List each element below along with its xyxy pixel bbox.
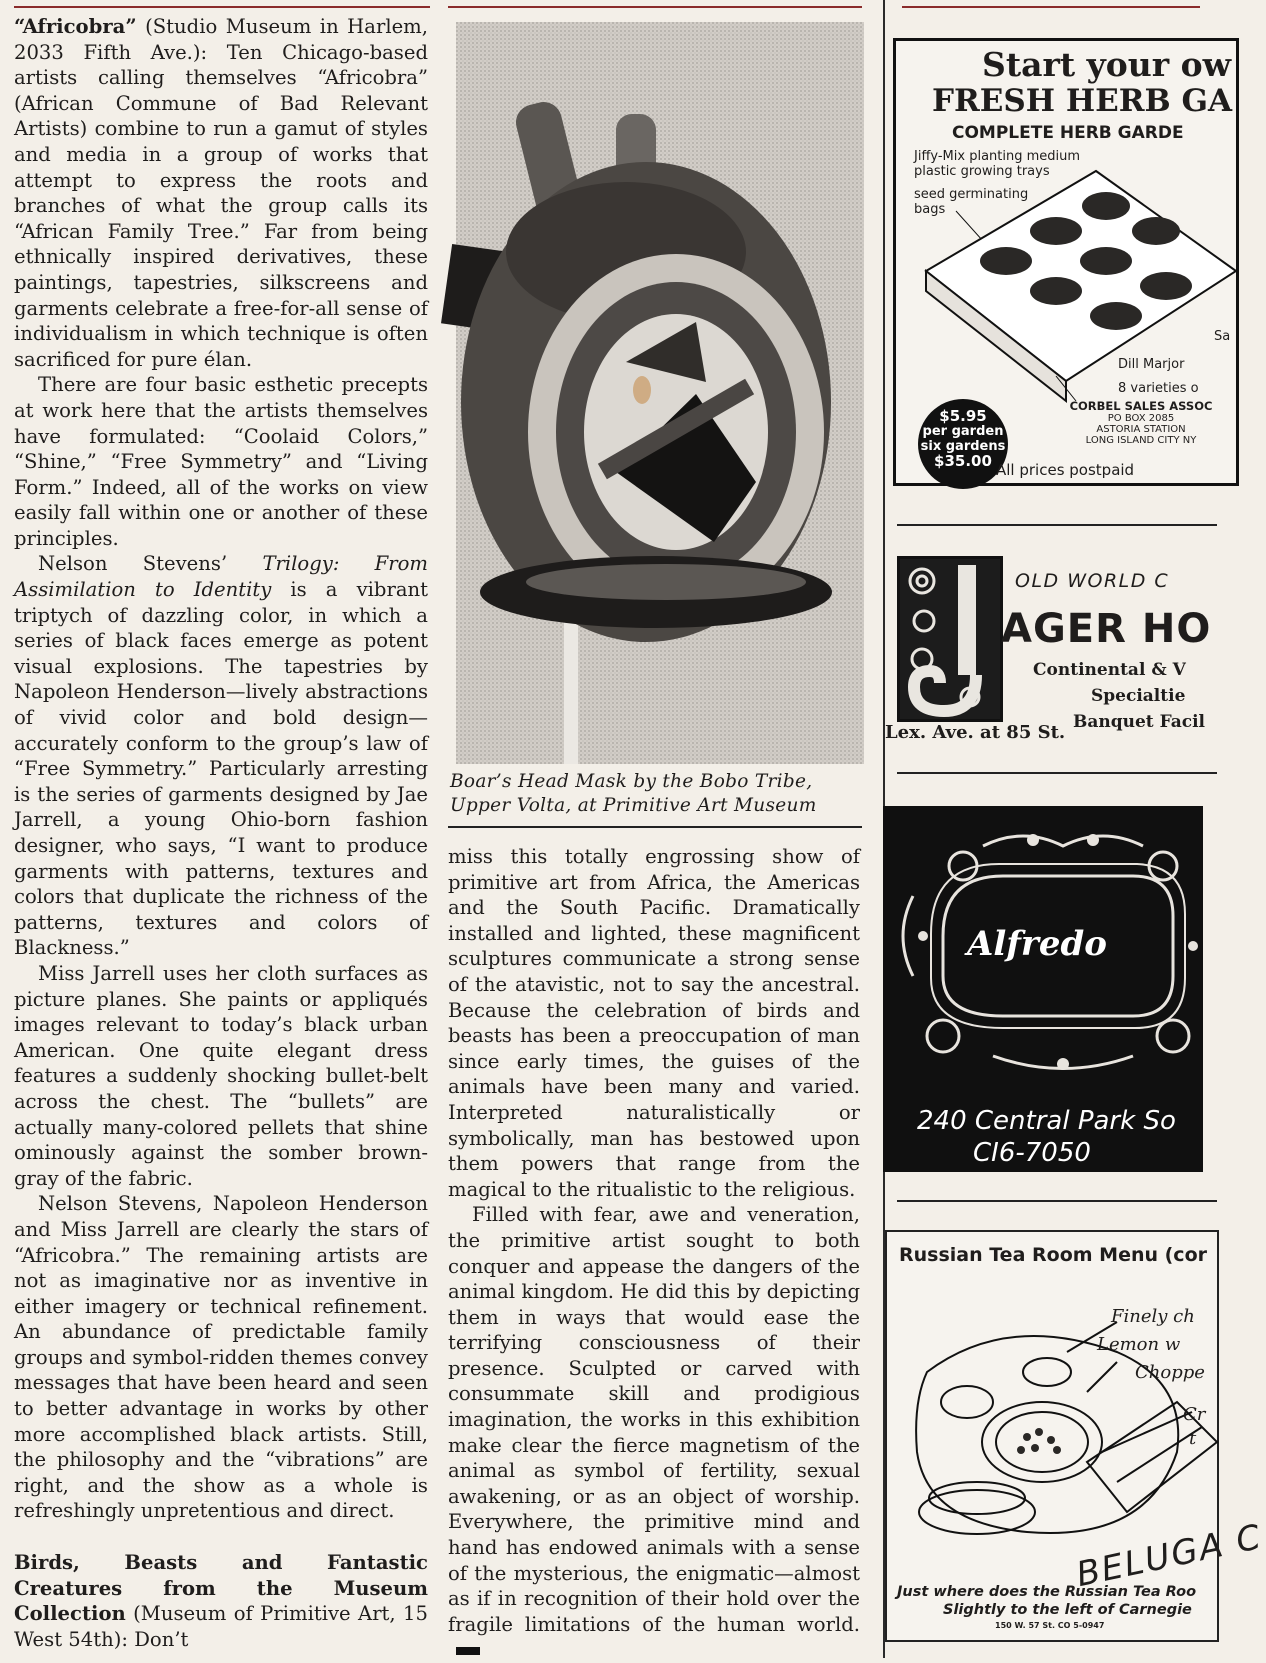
ad-sidebar <box>885 0 1266 1658</box>
top-rule-left <box>14 6 430 8</box>
africobra-title: “Africobra” <box>14 15 137 38</box>
article-column-1 <box>14 14 428 1652</box>
label-trays: plastic growing trays <box>914 164 1050 179</box>
russian-footer-1: Just where does the Russian Tea Roo <box>897 1584 1197 1600</box>
africobra-paragraph: “Africobra” (Studio Museum in Harlem, 2033 Fifth Ave.): Ten Chicago-based artists calling themselves “Africobra” (African Commune of Bad Relevant Artists) combine to run a gamut of styles and media in a group of works that attempt to express the roots and branches of what the group calls its “African Family Tree.” Far from being ethnically inspired derivatives, these paintings, tapestries, silkscreens and garments celebrate a free-for-all sense of individualism in which technique is often sacrificed for pure élan. <box>14 15 428 371</box>
menu-note-4: Cr <box>1183 1404 1206 1425</box>
jager-house-ad <box>885 540 1227 743</box>
label-bags: bags <box>914 202 946 217</box>
russian-footer-address: 150 W. 57 St. CO 5-0947 <box>995 1621 1105 1630</box>
alfredo-ad <box>883 806 1203 1172</box>
boar-head-mask-photo <box>456 22 864 764</box>
end-of-article-mark <box>456 1647 480 1655</box>
article-column-2 <box>448 844 860 1663</box>
herb-headline-3: COMPLETE HERB GARDE <box>952 123 1184 143</box>
alfredo-logo: Alfredo <box>967 924 1107 964</box>
russian-tea-room-title: Russian Tea Room Menu (cor <box>899 1244 1207 1266</box>
ad-separator-3 <box>897 1200 1217 1202</box>
herb-headline-2: FRESH HERB GA <box>932 83 1233 119</box>
primitive-art-paragraph: miss this totally engrossing show of primitive art from Africa, the Americas and the South Pacific. Dramatically installed and lighted, these magnificent sculptures communicate a strong sense of the atavistic, not to say the ancestral. Because the celebration of birds and beasts has been a preoccupation of man since early times, the guises of the animals have been many and varied. Interpreted naturalistically or symbolically, man has bestowed upon them powers that range from the magical to the ritualistic to the religious. <box>448 845 860 1201</box>
stevens-paragraph: Nelson Stevens’ Trilogy: From Assimilation to Identity is a vibrant triptych of dazzling color, in which a series of black faces emerge as potent visual explosions. The tapestries by Napoleon Henderson—lively abstractions of vivid color and bold design—accurately conform to the group’s law of “Free Symmetry.” Particularly arresting is the series of garments designed by Jae Jarrell, a young Ohio-born fashion designer, who says, “I want to produce garments with patterns, textures and colors that duplicate the richness of the patterns, textures and colors of Blackness.” <box>14 552 428 960</box>
jager-line-2: Specialtie <box>1091 686 1186 706</box>
precepts-paragraph: There are four basic esthetic precepts at work here that the artists themselves have formulated: “Coolaid Colors,” “Shine,” “Free Symmetry” and “Living Form.” Indeed, all of the works on view easily fall within one or another of these principles. <box>14 373 428 550</box>
jarrell-paragraph: Miss Jarrell uses her cloth surfaces as picture planes. She paints or appliqués images relevant to today’s black urban American. One quite elegant dress features a suddenly shocking bullet-belt across the chest. The “bullets” are actually many-colored pellets that shine ominously against the somber brown-gray of the fabric. <box>14 961 428 1190</box>
stars-paragraph: Nelson Stevens, Napoleon Henderson and Miss Jarrell are clearly the stars of “Africobra.” The remaining artists are not as imaginative nor as inventive in either imagery or technical refinement. An abundance of predictable family groups and symbol-ridden themes convey messages that have been heard and seen to better advantage in works by other more accomplished black artists. Still, the philosophy and the “vibrations” are right, and the show as a whole is refreshingly unpretentious and direct. <box>14 1192 428 1523</box>
price-badge: $5.95 per garden six gardens $35.00 <box>918 399 1008 489</box>
herb-garden-ad <box>893 38 1239 486</box>
russian-footer-2: Slightly to the left of Carnegie <box>943 1602 1192 1618</box>
jager-kicker: OLD WORLD C <box>1015 570 1170 592</box>
jager-line-3: Banquet Facil <box>1073 712 1205 732</box>
jager-j-emblem <box>897 556 1003 722</box>
label-varieties: 8 varieties o <box>1118 381 1199 396</box>
menu-note-2: Lemon w <box>1097 1334 1181 1355</box>
herb-garden-box-illustration <box>906 151 1236 401</box>
label-seed: seed germinating <box>914 187 1029 202</box>
label-dill: Dill Marjor <box>1118 357 1185 372</box>
russian-tea-room-ad <box>885 1230 1266 1642</box>
trilogy-title: Trilogy: From Assimilation to Identity <box>14 552 428 602</box>
label-sa: Sa <box>1214 329 1231 344</box>
beluga-caption: BELUGA C <box>1072 1516 1266 1596</box>
jager-line-1: Continental & V <box>1033 660 1186 680</box>
alfredo-address: 240 Central Park So <box>917 1106 1176 1136</box>
fear-awe-paragraph: Filled with fear, awe and veneration, the primitive artist sought to both conquer and appease the dangers of the animal kingdom. He did this by depicting them in ways that would ease the terrifying consciousness of their presence. Sculpted or carved with consummate skill and prodigious imagination, the works in this exhibition make clear the fierce magnetism of the animal as symbol of fertility, sexual awakening, or as an object of worship. Everywhere, the primitive mind and hand has endowed animals with a sense of the mysterious, the enigmatic—almost as if in recognition of their hold over the fragile limitations of the human world. <box>448 1202 860 1663</box>
menu-note-3: Choppe <box>1135 1362 1205 1383</box>
menu-note-1: Finely ch <box>1111 1306 1195 1327</box>
birds-beasts-title: Birds, Beasts and Fantastic Creatures from the Museum Collection <box>14 1551 428 1626</box>
photo-caption: Boar’s Head Mask by the Bobo Tribe, Upper Volta, at Primitive Art Museum <box>450 771 817 816</box>
herb-headline-1: Start your ow <box>982 45 1232 84</box>
ad-separator-2 <box>897 772 1217 774</box>
alfredo-phone: CI6-7050 <box>973 1138 1091 1168</box>
menu-note-5: t <box>1189 1428 1197 1449</box>
birds-beasts-paragraph: Birds, Beasts and Fantastic Creatures from the Museum Collection (Museum of Primitive Art, 15 West 54th): Don’t <box>14 1551 428 1651</box>
postpaid-note: All prices postpaid <box>996 461 1135 479</box>
jager-address: Lex. Ave. at 85 St. <box>885 722 1066 743</box>
jager-name: AGER HO <box>1001 606 1212 652</box>
caption-rule <box>448 826 862 828</box>
label-jiffy: Jiffy-Mix planting medium <box>914 149 1081 164</box>
ad-separator-1 <box>897 524 1217 526</box>
top-rule-middle <box>448 6 862 8</box>
corbel-address: CORBEL SALES ASSOC PO BOX 2085 ASTORIA STATION LONG ISLAND CITY NY <box>1069 399 1213 446</box>
